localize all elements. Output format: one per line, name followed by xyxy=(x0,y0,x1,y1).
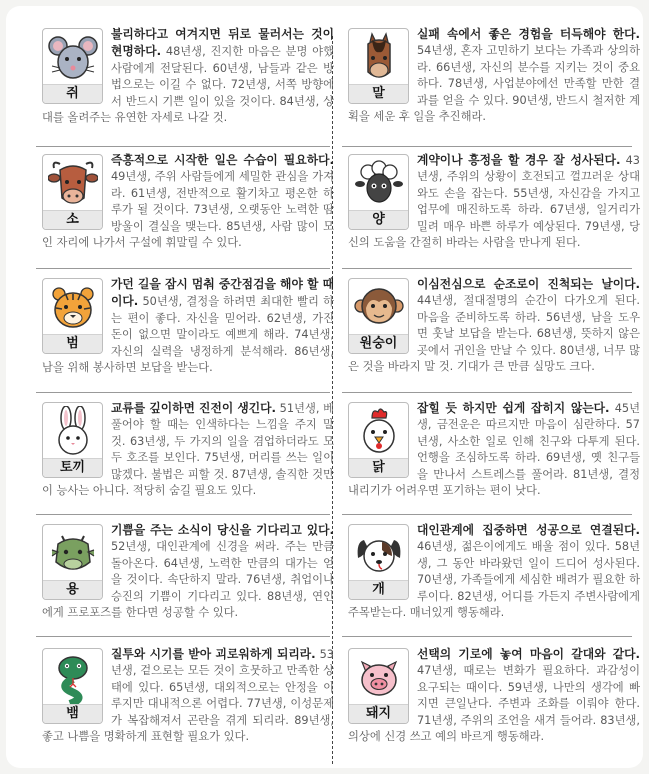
rat-icon xyxy=(42,28,103,104)
zodiac-entry-pig xyxy=(348,646,640,745)
zodiac-entry-sheep xyxy=(348,152,640,251)
row-separator xyxy=(342,268,632,269)
row-separator xyxy=(342,392,632,393)
row-separator xyxy=(36,268,330,269)
fortune-text: 46년생, 젊은이에게도 배울 점이 있다. 58년생, 그 동안 바라왔던 일이 드디어 성사된다. 70년생, 가족들에게 세심한 배려가 필요한 하루이다. 82년생, 어디를 가든지 주변사람에게 주목받는다. 매너있게 행동해라. xyxy=(348,540,640,620)
zodiac-label: 범 xyxy=(43,334,102,353)
fortune-headline: 실패 속에서 좋은 경험을 터득해야 한다. xyxy=(417,27,640,41)
zodiac-label: 닭 xyxy=(349,458,408,477)
snake-icon xyxy=(42,648,103,724)
zodiac-entry-monkey xyxy=(348,276,640,375)
tiger-icon xyxy=(42,278,103,354)
fortune-headline: 잡힐 듯 하지만 쉽게 잡히지 않는다. xyxy=(417,401,610,415)
fortune-headline: 이심전심으로 순조로이 진척되는 날이다. xyxy=(417,277,640,291)
fortune-headline: 즉흥적으로 시작한 일은 수습이 필요하다. xyxy=(111,153,334,167)
fortune-text: 43년생, 주위의 상황이 호전되고 껄끄러운 상대와도 손을 잡는다. 55년생, 자신감을 가지고 업무에 매진하도록 하라. 67년생, 일거리가 밀려 매우 바쁜 하루가 예상된다. 79년생, 당신의 도움을 간절히 바라는 사람을 만나게 된다. xyxy=(348,154,640,250)
row-separator xyxy=(36,392,330,393)
horoscope-card xyxy=(6,6,643,768)
fortune-text: 50년생, 결정을 하려면 최대한 빨리 하는 편이 좋다. 자신을 믿어라. 62년생, 가진 돈이 없으면 말이라도 예쁘게 해라. 74년생, 자신의 실력을 냉정하게 분석해라. 86년생, 남을 위해 봉사하면 보답을 받는다. xyxy=(42,295,334,375)
dragon-icon xyxy=(42,524,103,600)
fortune-text: 48년생, 진지한 마음은 분명 야했사람에게 전달된다. 60년생, 남들과 같은 방법으로는 이길 수 없다. 72년생, 서쪽 방향에서 반드시 기쁜 일이 있을 것이다. 84년생, 상대를 올려주는 유연한 자세로 나갈 것. xyxy=(42,45,334,125)
fortune-text: 52년생, 대인관계에 신경을 써라. 주는 만큼 돌아온다. 64년생, 노력한 만큼의 대가는 얻을 것이다. 속단하지 말라. 76년생, 취업이나 승진의 기쁨이 기다리고 있다. 88년생, 연인에게 프로포즈를 한다면 성공할 수 있다. xyxy=(42,540,334,620)
ox-icon xyxy=(42,154,103,230)
zodiac-label: 돼지 xyxy=(349,704,408,723)
fortune-headline: 대인관계에 집중하면 성공으로 연결된다. xyxy=(417,523,640,537)
zodiac-entry-rat xyxy=(42,26,334,126)
pig-icon xyxy=(348,648,409,724)
zodiac-label: 양 xyxy=(349,210,408,229)
monkey-icon xyxy=(348,278,409,354)
zodiac-label: 소 xyxy=(43,210,102,229)
sheep-icon xyxy=(348,154,409,230)
dog-icon xyxy=(348,524,409,600)
zodiac-entry-rabbit xyxy=(42,400,334,499)
zodiac-entry-dog xyxy=(348,522,640,621)
row-separator xyxy=(342,146,632,147)
fortune-headline: 계약이나 흥정을 할 경우 잘 성사된다. xyxy=(417,153,621,167)
row-separator xyxy=(36,514,330,515)
fortune-text: 45년생, 금전운은 따르지만 마음이 심란하다. 57년생, 사소한 일로 인해 친구와 다투게 된다. 언행을 조심하도록 하라. 69년생, 옛 친구들을 만나서 스트레스를 풀어라. 81년생, 결정 내리기가 어려우면 포기하는 편이 낫다. xyxy=(348,402,640,498)
zodiac-label: 개 xyxy=(349,580,408,599)
fortune-headline: 가던 길을 잠시 멈춰 중간점검을 해야 할 때이다. xyxy=(111,277,334,309)
fortune-text: 47년생, 때로는 변화가 필요하다. 과감성이 요구되는 때이다. 59년생, 나만의 생각에 빠지면 큰일난다. 주변과 조화를 이뤄야 한다. 71년생, 주위의 조언을 새겨 들어라. 83년생, 의상에 신경 쓰고 예의 바르게 행동해라. xyxy=(348,664,640,744)
zodiac-entry-dragon xyxy=(42,522,334,621)
zodiac-entry-rooster xyxy=(348,400,640,499)
fortune-headline: 선택의 기로에 놓여 마음이 갈대와 같다. xyxy=(417,647,640,661)
row-separator xyxy=(342,636,632,637)
row-separator xyxy=(36,636,330,637)
row-separator xyxy=(36,146,330,147)
rooster-icon xyxy=(348,402,409,478)
fortune-headline: 교류를 깊이하면 진전이 생긴다. xyxy=(111,401,277,415)
horse-icon xyxy=(348,28,409,104)
zodiac-label: 토끼 xyxy=(43,458,102,477)
zodiac-entry-horse xyxy=(348,26,640,125)
fortune-headline: 질투와 시기를 받아 괴로워하게 되리라. xyxy=(111,647,316,661)
zodiac-label: 용 xyxy=(43,580,102,599)
rabbit-icon xyxy=(42,402,103,478)
zodiac-label: 원숭이 xyxy=(349,334,408,353)
fortune-headline: 불리하다고 여겨지면 뒤로 물러서는 것이 현명하다. xyxy=(111,27,334,59)
fortune-text: 49년생, 주위 사람들에게 세밀한 관심을 가져라. 61년생, 전반적으로 활기차고 평온한 하루가 될 것이다. 73년생, 오랫동안 노력한 땀방울이 결실을 맺는다. 85년생, 사람 많이 모인 자리에 나가서 구설에 휘말릴 수 있다. xyxy=(42,170,334,250)
zodiac-entry-ox xyxy=(42,152,334,251)
fortune-headline: 기쁨을 주는 소식이 당신을 기다리고 있다. xyxy=(111,523,334,537)
fortune-text: 53년생, 겉으로는 모든 것이 흐뭇하고 만족한 상태에 있다. 65년생, 대외적으로는 안정을 이루지만 대내적으론 어렵다. 77년생, 이성문제가 복잡해져서 곤란을 겪게 되리라. 89년생, 좋고 나쁨을 명확하게 표현할 필요가 있다. xyxy=(42,648,334,744)
fortune-text: 44년생, 절대절명의 순간이 다가오게 된다. 마음을 준비하도록 하라. 56년생, 남을 도우면 훗날 보답을 받는다. 68년생, 뜻하지 않은 곳에서 귀인을 만날 수 있다. 80년생, 너무 많은 것을 바라지 말 것. 기대가 큰 만큼 실망도 크다. xyxy=(348,294,640,374)
zodiac-label: 말 xyxy=(349,84,408,103)
zodiac-entry-snake xyxy=(42,646,334,745)
row-separator xyxy=(342,514,632,515)
zodiac-entry-tiger xyxy=(42,276,334,376)
fortune-text: 54년생, 혼자 고민하기 보다는 가족과 상의하라. 66년생, 자신의 분수를 지키는 것이 중요하다. 78년생, 사업분야에선 만족할 만한 결과를 얻을 수 있다. 90년생, 반드시 철저한 계획을 세운 후 일을 추진해라. xyxy=(348,44,640,124)
zodiac-label: 쥐 xyxy=(43,84,102,103)
fortune-text: 51년생, 베풀어야 할 때는 인색하다는 느낌을 주지 말 것. 63년생, 두 가지의 일을 겸업하더라도 모두 호조를 보인다. 75년생, 머리를 쓰는 일이 많겠다. 불법은 피할 것. 87년생, 솔직한 것만이 능사는 아니다. 적당히 숨길 필요도 있다. xyxy=(42,402,334,498)
zodiac-label: 뱀 xyxy=(43,704,102,723)
